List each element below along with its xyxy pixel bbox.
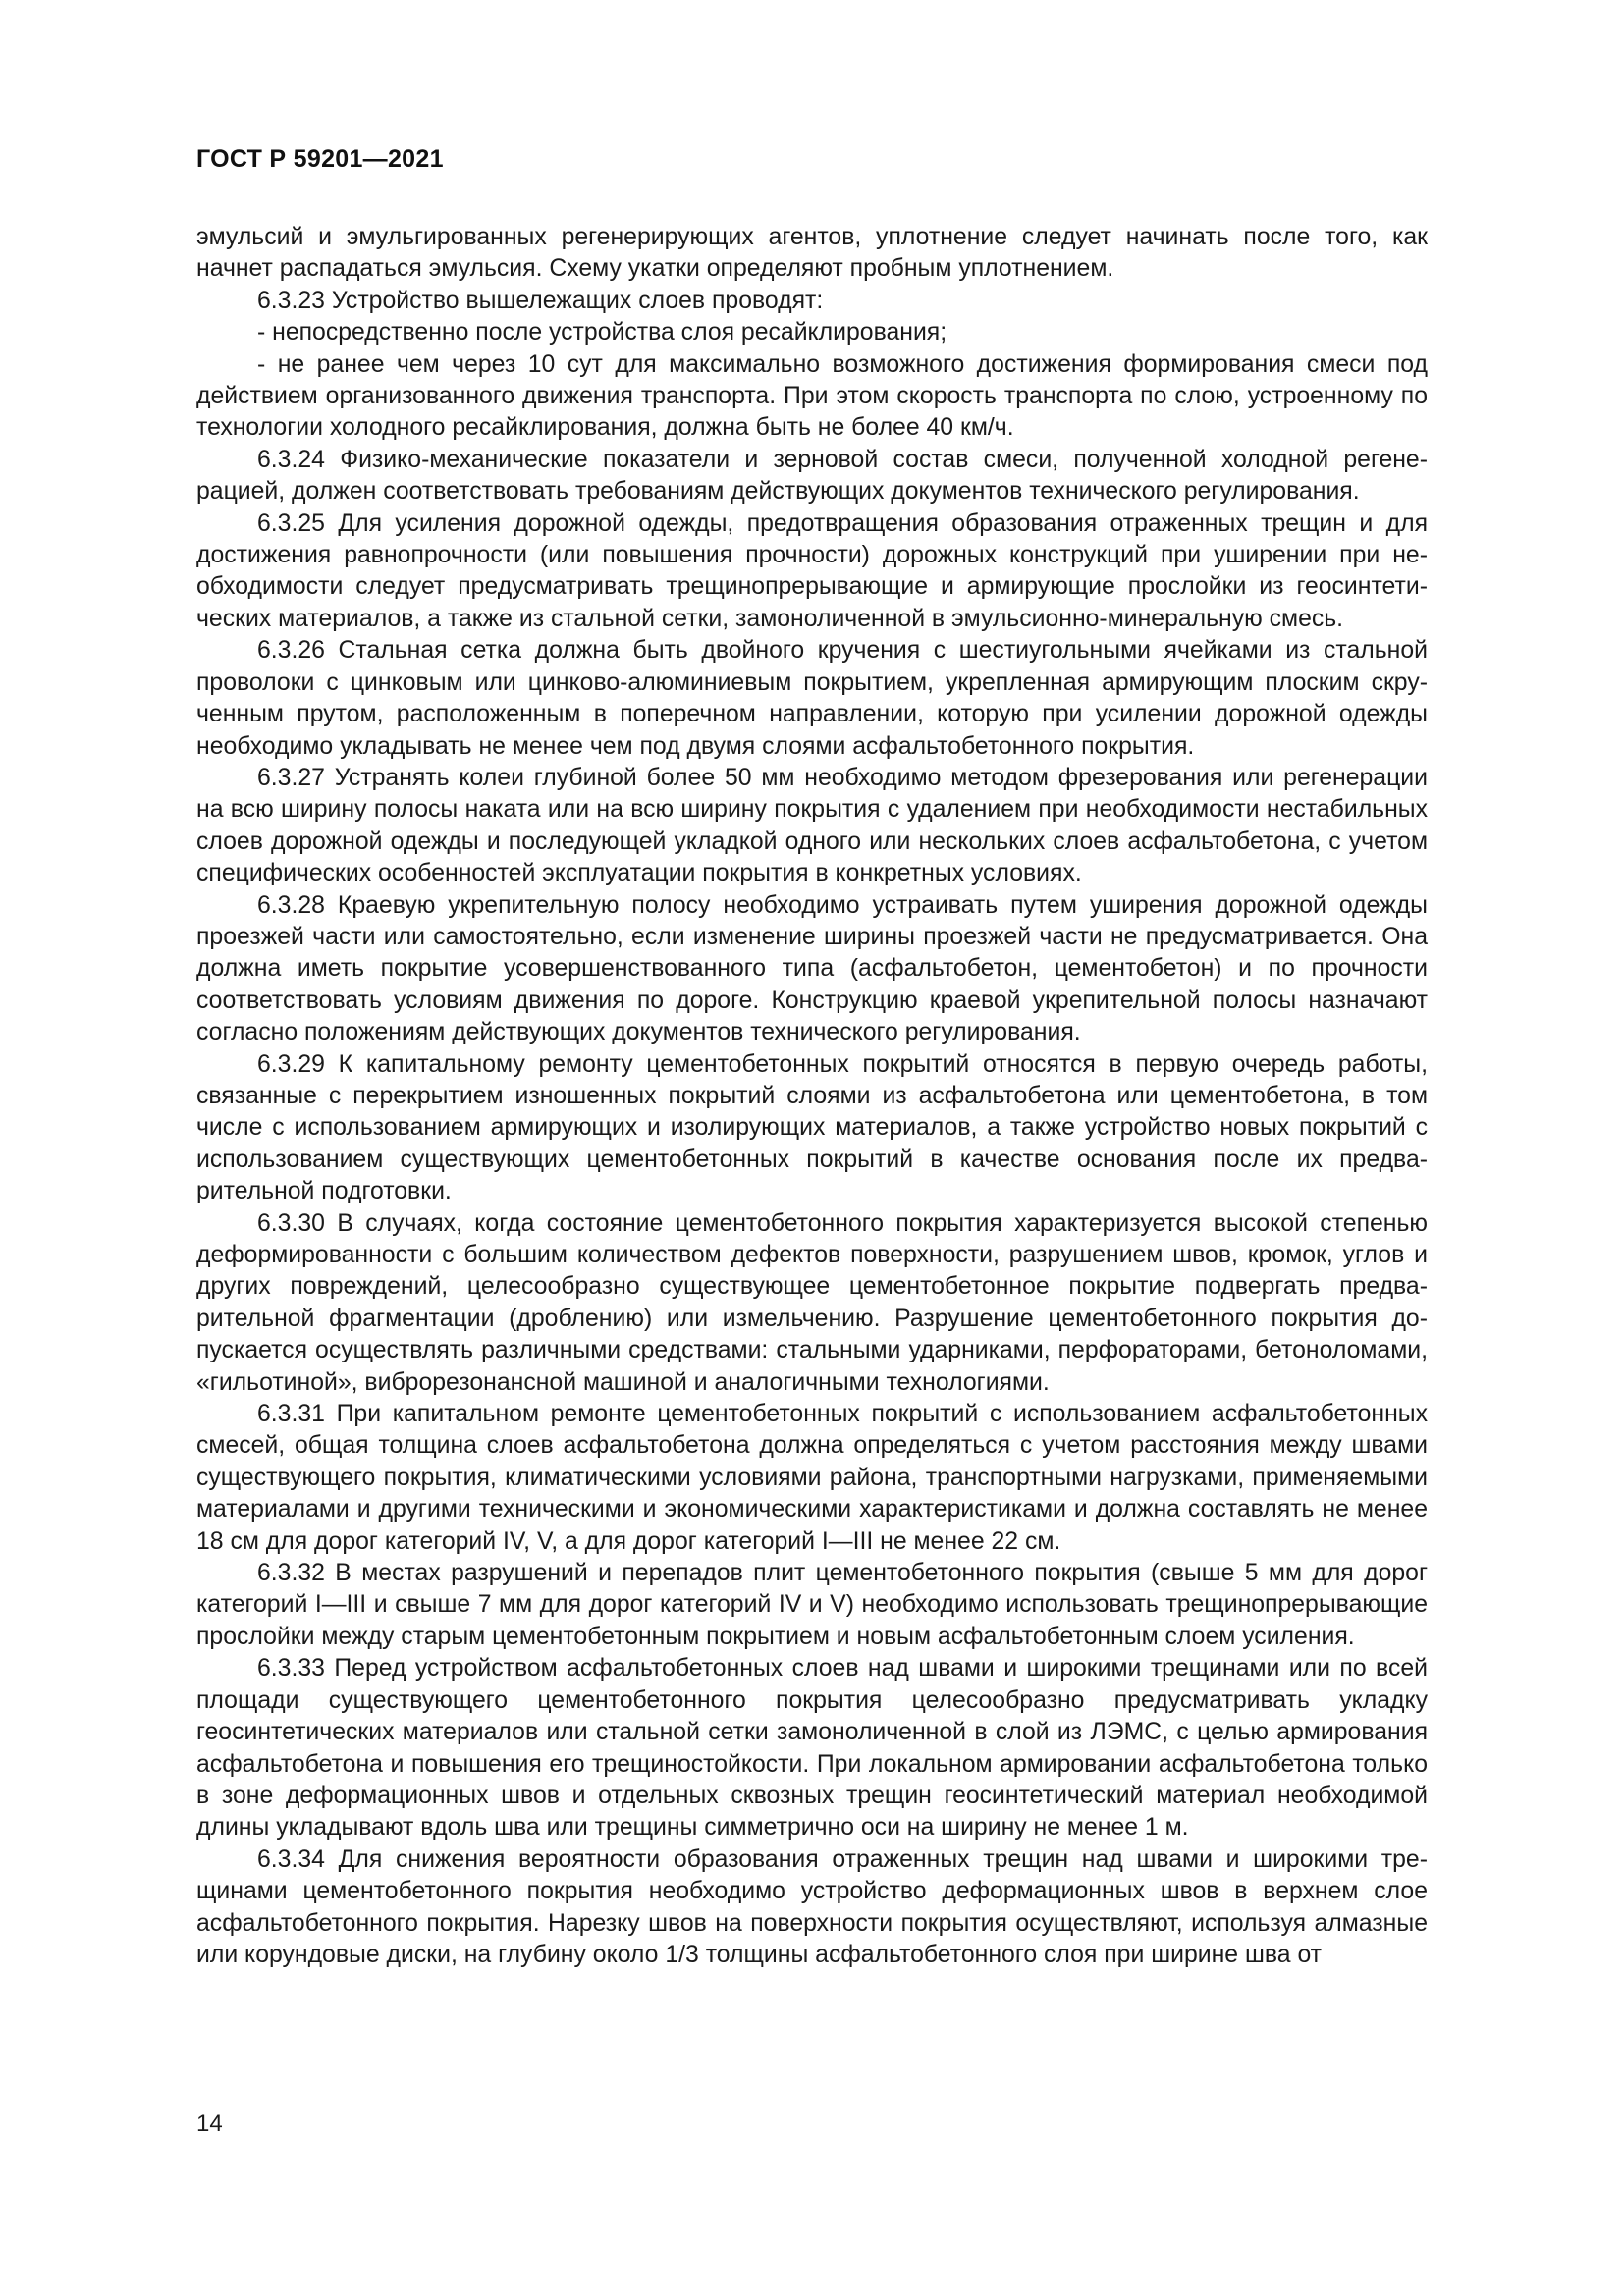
paragraph-6-3-25: 6.3.25 Для усиления дорожной одежды, предотвращения образования отраженных трещин и для достижения равнопрочности (или повышения прочности) дорожных конструкций при уширении при необходимости следует предусматривать трещинопрерывающие и армирующие прослойки из геосинтетических материалов, а также из стальной сетки, замоноличенной в эмульсионно-минеральную смесь. <box>196 509 1428 632</box>
paragraph-6-3-32: 6.3.32 В местах разрушений и перепадов плит цементобетонного покрытия (свыше 5 мм для дорог категорий I—III и свыше 7 мм для дорог категорий IV и V) необходимо использовать трещинопрерывающие прослойки между старым цементобетонным покрытием и новым асфальтобетонным слоем усиления. <box>196 1560 1428 1650</box>
paragraph-continued: эмульсий и эмульгированных регенерирующих агентов, уплотнение следует начинать после того, как начнет распадаться эмульсия. Схему укатки определяют пробным уплотнением. <box>196 224 1428 283</box>
paragraph-6-3-24: 6.3.24 Физико-механические показатели и зерновой состав смеси, полученной холодной регенерацией, должен соответствовать требованиям действующих документов технического регулирования. <box>196 446 1428 506</box>
paragraph-6-3-33: 6.3.33 Перед устройством асфальтобетонных слоев над швами и широкими трещинами или по всей площади существующего цементобетонного покрытия целесообразно предусматривать укладку геосинтетических материалов или стальной сетки замоноличенной в слой из ЛЭМС, с целью армирования асфальтобетона и повышения его трещиностойкости. При локальном армировании асфальтобетона только в зоне деформационных швов и отдельных сквозных трещин геосинтетический материал необходимой длины укладывают вдоль шва или трещины симметрично оси на ширину не менее 1 м. <box>196 1655 1428 1842</box>
page-number: 14 <box>196 2110 223 2137</box>
paragraph-6-3-27: 6.3.27 Устранять колеи глубиной более 50 мм необходимо методом фрезерования или регенерации на всю ширину полосы наката или на всю ширину покрытия с удалением при необходимости нестабильных слоев дорожной одежды и последующей укладкой одного или нескольких слоев асфальтобетона, с учетом специфических особенностей эксплуатации покрытия в конкретных условиях. <box>196 764 1428 887</box>
document-body <box>196 222 1428 1971</box>
paragraph-6-3-28: 6.3.28 Краевую укрепительную полосу необходимо устраивать путем уширения дорожной одежды проезжей части или самостоятельно, если изменение ширины проезжей части не предусматривается. Она должна иметь покрытие усовершенствованного типа (асфальтобетон, цементобетон) и по прочности соответствовать условиям движения по дороге. Конструкцию краевой укрепительной полосы назначают согласно положениям действующих документов технического регулирования. <box>196 891 1428 1046</box>
list-item: - не ранее чем через 10 сут для максимально возможного достижения формирования смеси под действием организованного движения транспорта. При этом скорость транспорта по слою, устроенному по технологии холодного ресайклирования, должна быть не более 40 км/ч. <box>196 350 1428 442</box>
paragraph-6-3-34: 6.3.34 Для снижения вероятности образования отраженных трещин над швами и широкими трещинами цементобетонного покрытия необходимо устройство деформационных швов в верхнем слое асфальтобетонного покрытия. Нарезку швов на поверхности покрытия осуществляют, используя алмазные или корундовые диски, на глубину около 1/3 толщины асфальтобетонного слоя при ширине шва от <box>196 1845 1428 1968</box>
paragraph-6-3-23: 6.3.23 Устройство вышележащих слоев проводят: <box>257 287 824 314</box>
paragraph-6-3-29: 6.3.29 К капитальному ремонту цементобетонных покрытий относятся в первую очередь работы, связанные с перекрытием изношенных покрытий слоями из асфальтобетона или цементобетона, в том числе с использованием армирующих и изолирующих материалов, а также устройство новых покрытий с использованием существующих цементобетонных покрытий в качестве основания после их предварительной подготовки. <box>196 1050 1428 1205</box>
list-item: - непосредственно после устройства слоя ресайклирования; <box>257 319 947 347</box>
document-header: ГОСТ Р 59201—2021 <box>196 145 444 173</box>
paragraph-6-3-26: 6.3.26 Стальная сетка должна быть двойного кручения с шестиугольными ячейками из стальной проволоки с цинковым или цинково-алюминиевым покрытием, укрепленная армирующим плоским скрученным прутом, расположенным в поперечном направлении, которую при усилении дорожной одежды необходимо укладывать не менее чем под двумя слоями асфальтобетонного покрытия. <box>196 637 1428 760</box>
paragraph-6-3-30: 6.3.30 В случаях, когда состояние цементобетонного покрытия характеризуется высокой степенью деформированности с большим количеством дефектов поверхности, разрушением швов, кромок, углов и других повреждений, целесообразно существующее цементобетонное покрытие подвергать предварительной фрагментации (дроблению) или измельчению. Разрушение цементобетонного покрытия допускается осуществлять различными средствами: стальными ударниками, перфораторами, бетоноломами, «гильотиной», виброрезонансной машиной и аналогичными технологиями. <box>196 1209 1428 1396</box>
paragraph-6-3-31: 6.3.31 При капитальном ремонте цементобетонных покрытий с использованием асфальтобетонных смесей, общая толщина слоев асфальтобетона должна определяться с учетом расстояния между швами существующего покрытия, климатическими условиями района, транспортными нагрузками, применяемыми материалами и другими техническими и экономическими характеристиками и должна составлять не менее 18 см для дорог категорий IV, V, а для дорог категорий I—III не менее 22 см. <box>196 1401 1428 1555</box>
